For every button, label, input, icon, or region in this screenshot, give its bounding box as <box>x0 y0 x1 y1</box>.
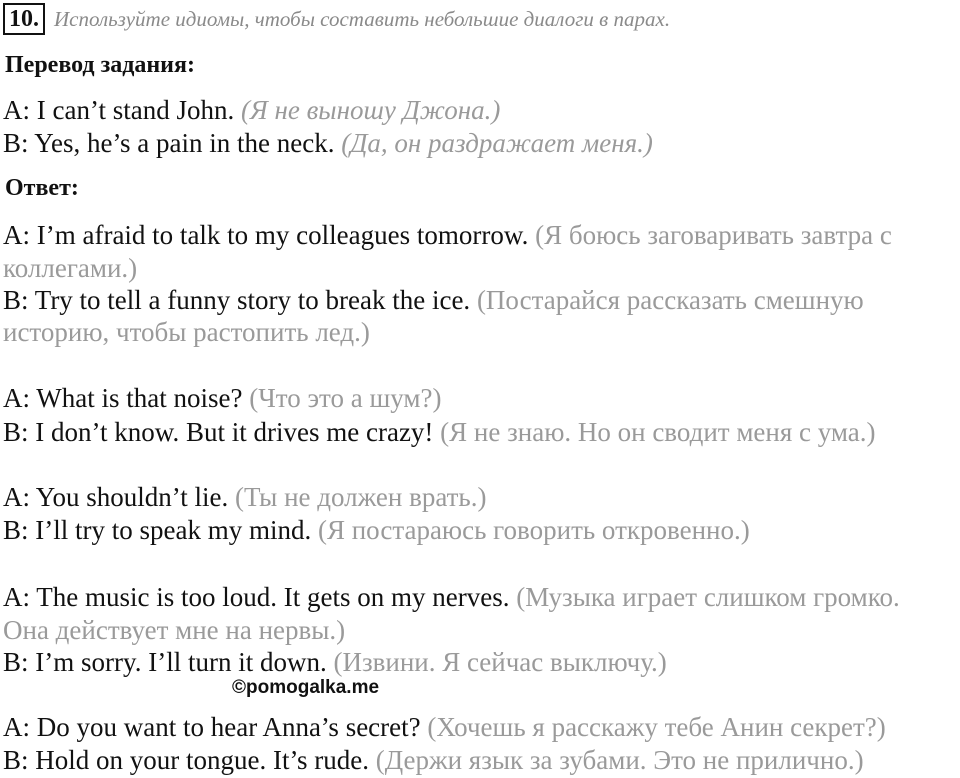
dialogue-line <box>3 219 892 251</box>
dialogue-english: A: I’m afraid to talk to my colleagues tomorrow. <box>3 220 536 250</box>
dialogue-translation: (Музыка играет слишком громко. <box>516 582 900 612</box>
dialogue-line <box>3 252 137 284</box>
dialogue-line <box>3 481 486 513</box>
dialogue-english: B: Hold on your tongue. It’s rude. <box>3 745 376 775</box>
dialogue-line <box>3 581 900 613</box>
dialogue-translation: (Постарайся рассказать смешную <box>476 285 864 315</box>
dialogue-line <box>3 514 750 546</box>
dialogue-english: A: What is that noise? <box>3 383 250 413</box>
task-header <box>3 2 670 36</box>
dialogue-translation: (Что это а шум?) <box>249 383 442 413</box>
watermark: ©pomogalka.me <box>232 677 380 698</box>
dialogue-line <box>3 646 667 678</box>
dialogue-line <box>3 744 864 776</box>
answer-heading: Ответ: <box>5 175 79 201</box>
translation-heading: Перевод задания: <box>5 52 195 78</box>
example-line <box>3 94 500 126</box>
example-english: B: Yes, he’s a pain in the neck. <box>3 128 342 158</box>
dialogue-translation: коллегами.) <box>3 253 138 283</box>
dialogue-english: A: Do you want to hear Anna’s secret? <box>3 712 428 742</box>
dialogue-line <box>3 416 876 448</box>
dialogue-translation: историю, чтобы растопить лед.) <box>3 317 370 347</box>
dialogue-translation: (Ты не должен врать.) <box>235 482 487 512</box>
dialogue-english: A: The music is too loud. It gets on my nerves. <box>3 582 517 612</box>
dialogue-english: B: Try to tell a funny story to break the ice. <box>3 285 477 315</box>
dialogue-english: B: I don’t know. But it drives me crazy! <box>3 417 441 447</box>
dialogue-line <box>3 284 864 316</box>
dialogue-translation: (Хочешь я расскажу тебе Анин секрет?) <box>427 712 886 742</box>
example-line <box>3 127 653 159</box>
dialogue-translation: (Держи язык за зубами. Это не прилично.) <box>375 745 864 775</box>
task-number: 10. <box>3 3 45 35</box>
dialogue-english: B: I’m sorry. I’ll turn it down. <box>3 647 334 677</box>
dialogue-english: A: You shouldn’t lie. <box>3 482 236 512</box>
dialogue-translation: (Извини. Я сейчас выключу.) <box>333 647 667 677</box>
example-translation: (Да, он раздражает меня.) <box>341 128 653 158</box>
dialogue-translation: (Я не знаю. Но он сводит меня с ума.) <box>440 417 876 447</box>
dialogue-translation: (Я боюсь заговаривать завтра с <box>535 220 892 250</box>
dialogue-translation: Она действует мне на нервы.) <box>3 615 346 645</box>
dialogue-line <box>3 614 345 646</box>
example-english: A: I can’t stand John. <box>3 95 241 125</box>
task-instruction: Используйте идиомы, чтобы составить небольшие диалоги в парах. <box>54 6 671 31</box>
dialogue-english: B: I’ll try to speak my mind. <box>3 515 318 545</box>
dialogue-line <box>3 711 886 743</box>
dialogue-translation: (Я постараюсь говорить откровенно.) <box>317 515 750 545</box>
dialogue-line <box>3 382 441 414</box>
dialogue-line <box>3 316 370 348</box>
example-translation: (Я не выношу Джона.) <box>240 95 501 125</box>
